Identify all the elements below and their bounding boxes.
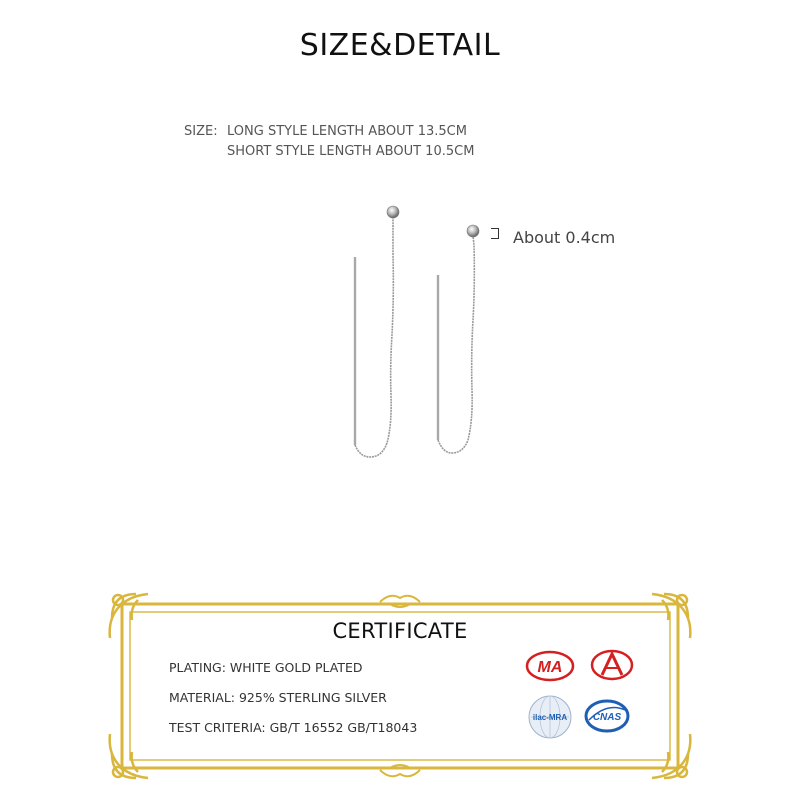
material-info: MATERIAL: 925% STERLING SILVER (169, 690, 387, 705)
cma-logo-text: MA (537, 659, 563, 676)
corner-ornament-bottom-right (652, 734, 690, 778)
ball-size-bracket (491, 228, 499, 239)
long-style-length: LONG STYLE LENGTH ABOUT 13.5CM (227, 124, 467, 139)
cnas-logo-text: CNAS (592, 712, 622, 723)
corner-ornament-bottom-left (110, 734, 148, 778)
earring-product-image (330, 195, 530, 465)
long-earring (355, 217, 393, 457)
size-label: SIZE: (184, 124, 218, 139)
size-info (184, 122, 474, 162)
short-earring-ball (467, 225, 479, 237)
size-row-short (184, 142, 474, 162)
size-label-spacer (184, 142, 227, 162)
plating-info: PLATING: WHITE GOLD PLATED (169, 660, 363, 675)
short-earring (438, 236, 474, 453)
test-criteria-info: TEST CRITERIA: GB/T 16552 GB/T18043 (169, 720, 418, 735)
cma-logo-icon (525, 650, 575, 682)
page-title: SIZE&DETAIL (299, 28, 501, 63)
short-style-length: SHORT STYLE LENGTH ABOUT 10.5CM (227, 144, 475, 159)
long-earring-ball (387, 206, 399, 218)
ilac-mra-logo-icon (527, 694, 573, 740)
ilac-mra-logo-text: ilac-MRA (532, 713, 568, 722)
certificate-title: CERTIFICATE (332, 619, 468, 643)
cal-logo-icon (590, 649, 634, 681)
cnas-logo-icon (583, 698, 631, 734)
size-row-long (184, 122, 474, 142)
ball-size-annotation: About 0.4cm (513, 228, 616, 247)
